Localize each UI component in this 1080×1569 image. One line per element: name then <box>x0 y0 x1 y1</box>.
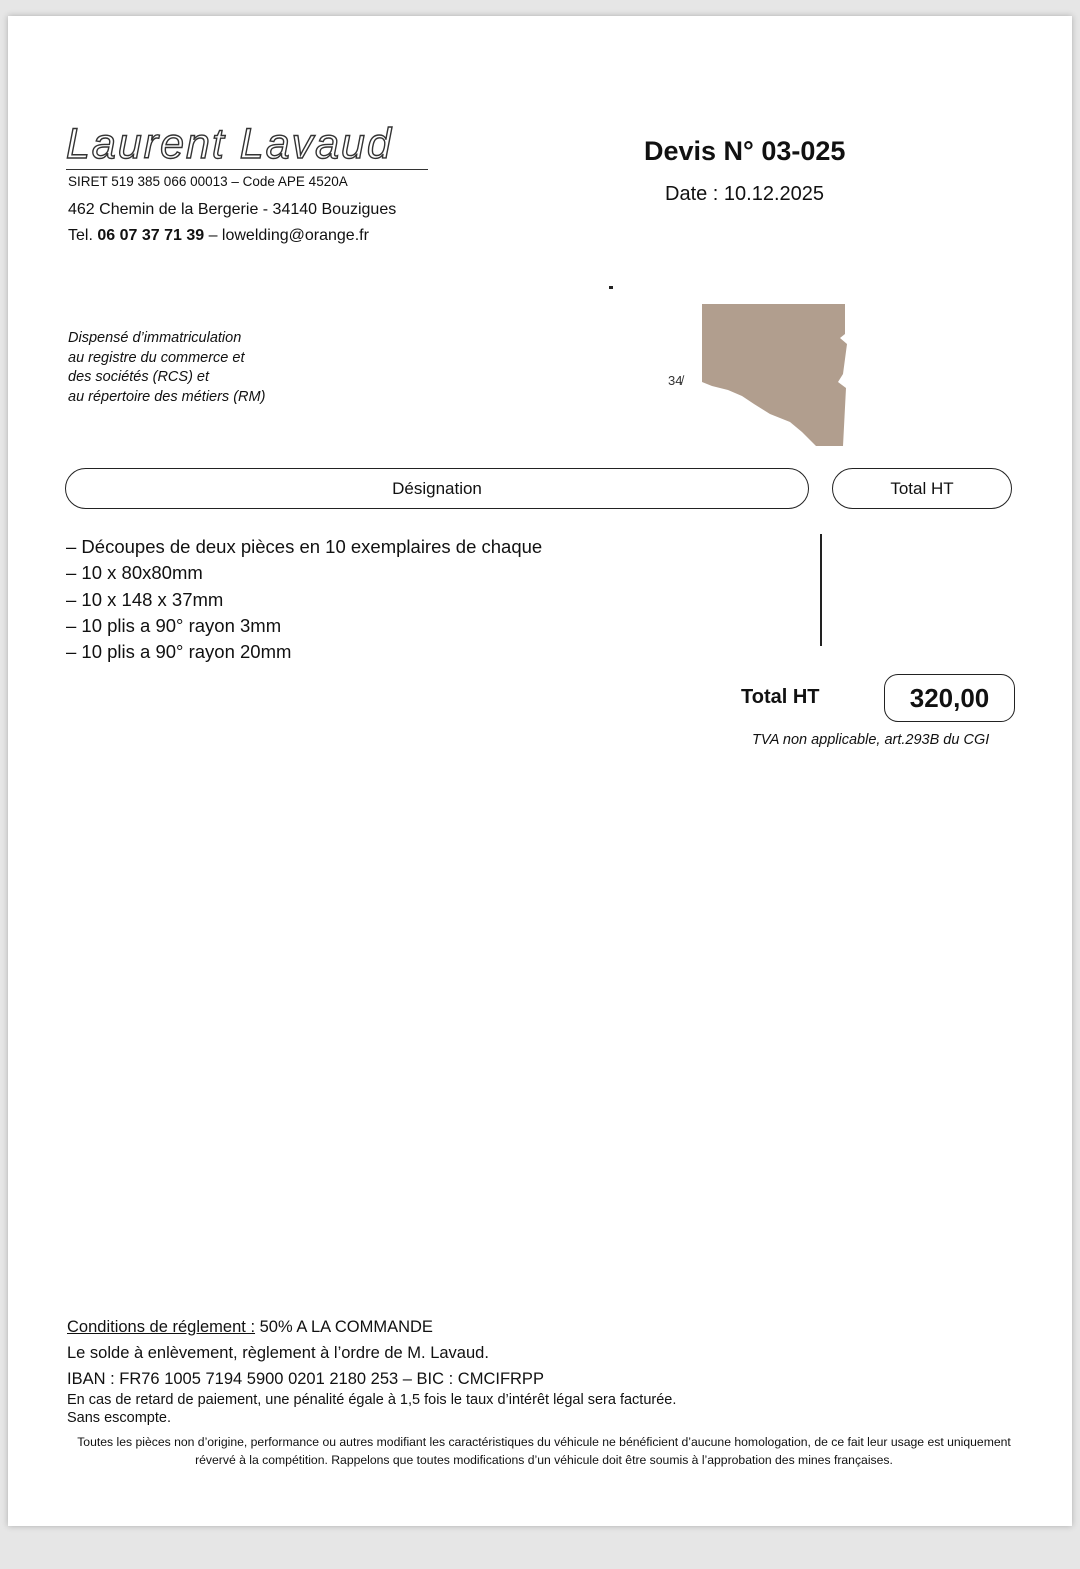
conditions-value: 50% A LA COMMANDE <box>259 1318 433 1336</box>
no-discount-text: Sans escompte. <box>67 1410 171 1426</box>
total-amount: 320,00 <box>884 674 1015 722</box>
list-item: – Découpes de deux pièces en 10 exemplaires de chaque <box>66 536 543 557</box>
tel-label: Tel. <box>68 227 93 244</box>
exemption-line: au répertoire des métiers (RM) <box>68 388 266 405</box>
tel-number: 06 07 37 71 39 <box>97 227 205 244</box>
quote-date: Date : 10.12.2025 <box>665 183 825 205</box>
late-penalty-text: En cas de retard de paiement, une pénalité égale à 1,5 fois le taux d’intérêt légal sera facturée. <box>67 1392 677 1408</box>
tva-note: TVA non applicable, art.293B du CGI <box>752 732 990 748</box>
item-list <box>66 534 542 665</box>
total-header: Total HT <box>832 468 1012 509</box>
logo-underline <box>66 169 428 170</box>
list-item: – 10 x 148 x 37mm <box>66 588 224 610</box>
company-logo: Laurent Lavaud <box>66 120 393 168</box>
list-item: – 10 x 80x80mm <box>66 562 203 584</box>
recipient-partial-text: 34̸ <box>668 373 683 388</box>
document-page <box>8 16 1072 1526</box>
recipient-redaction-block <box>702 304 847 446</box>
exemption-line: Dispensé d’immatriculation <box>68 330 242 346</box>
iban-text: IBAN : FR76 1005 7194 5900 0201 2180 253 – BIC : CMCIFRPP <box>67 1370 544 1388</box>
redaction-shape <box>702 304 847 446</box>
exemption-notice <box>68 329 265 407</box>
list-item: – 10 plis a 90° rayon 20mm <box>66 641 292 663</box>
exemption-line: au registre du commerce et <box>68 349 245 366</box>
designation-header: Désignation <box>65 468 809 509</box>
total-label: Total HT <box>741 686 820 708</box>
conditions-label: Conditions de réglement : <box>67 1318 256 1336</box>
balance-text: Le solde à enlèvement, règlement à l’ordre de M. Lavaud. <box>67 1344 489 1362</box>
list-item: – 10 plis a 90° rayon 3mm <box>66 614 282 636</box>
fine-print: Toutes les pièces non d’origine, performance ou autres modifiant les caractéristiques du véhicule ne bénéficient d’aucune homologation, de ce fait leur usage est uniquement révervé à la compétition. Rappelons que toutes modifications d’un véhicule doit être soumis à l’approbation des mines françaises. <box>77 1435 1011 1467</box>
company-contact <box>68 227 369 245</box>
email-text: – lowelding@orange.fr <box>208 227 369 244</box>
quote-title: Devis N° 03-025 <box>644 136 846 166</box>
company-address: 462 Chemin de la Bergerie - 34140 Bouzigues <box>68 201 397 218</box>
exemption-line: des sociétés (RCS) et <box>68 369 210 385</box>
column-divider <box>820 534 822 646</box>
scan-artifact <box>609 286 613 289</box>
payment-conditions <box>67 1318 433 1337</box>
company-siret: SIRET 519 385 066 00013 – Code APE 4520A <box>68 174 348 189</box>
